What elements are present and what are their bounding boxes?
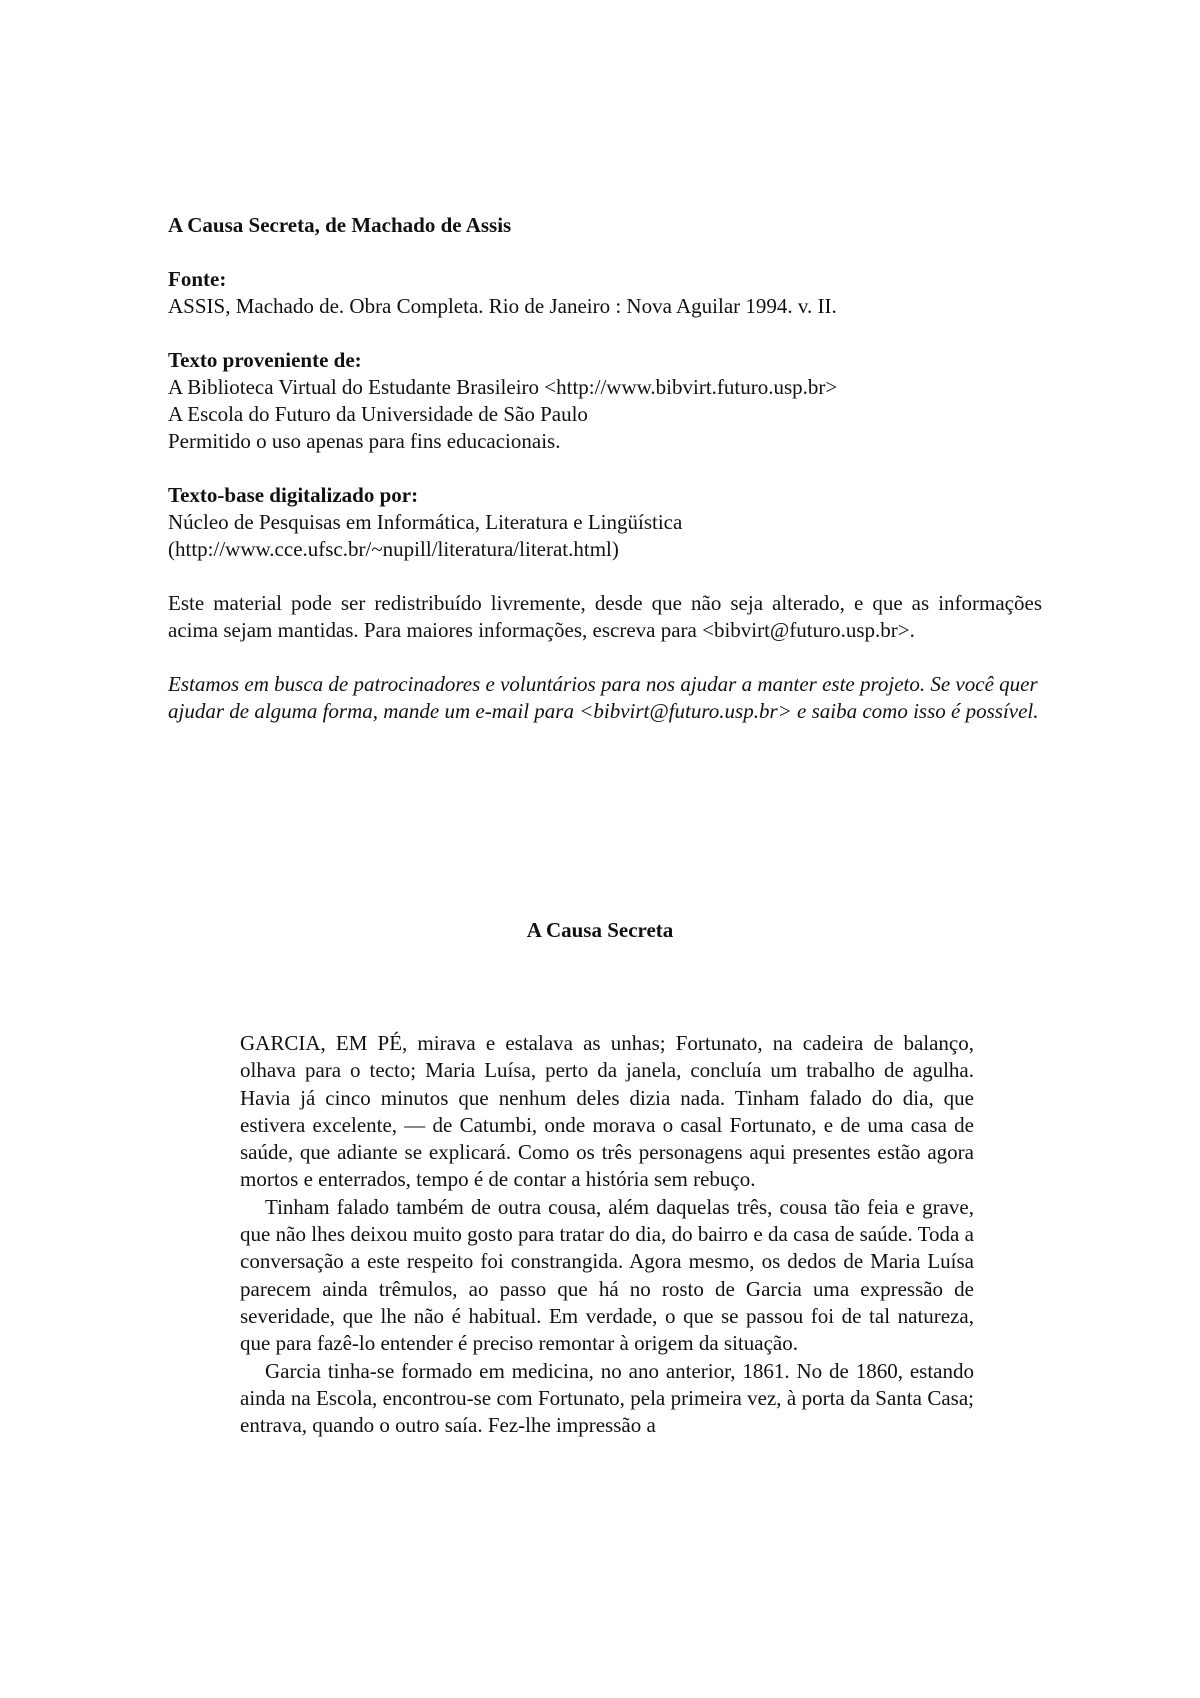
digitized-label: Texto-base digitalizado por: [168,483,419,507]
story-paragraph: Tinham falado também de outra cousa, além daquelas três, cousa tão feia e grave, que não lhes deixou muito gosto para tratar do dia, do bairro e da casa de saúde. Toda a conversação a este respeito foi constrangida. Agora mesmo, os dedos de Maria Luísa parecem ainda trêmulos, ao passo que há no rosto de Garcia uma expressão de severidade, que lhe não é habitual. Em verdade, o que se passou foi de tal natureza, que para fazê-lo entender é preciso remontar à origem da situação. [240,1194,974,1356]
document-title: A Causa Secreta, de Machado de Assis [168,213,512,237]
digitized-line: (http://www.cce.ufsc.br/~nupill/literatura/literat.html) [168,537,619,561]
source-text: ASSIS, Machado de. Obra Completa. Rio de Janeiro : Nova Aguilar 1994. v. II. [168,294,837,318]
source-section [168,266,1042,320]
digitized-section [168,482,1042,563]
origin-line: A Biblioteca Virtual do Estudante Brasileiro <http://www.bibvirt.futuro.usp.br> [168,375,838,399]
origin-line: A Escola do Futuro da Universidade de São Paulo [168,402,588,426]
story-paragraph: GARCIA, EM PÉ, mirava e estalava as unhas; Fortunato, na cadeira de balanço, olhava para o tecto; Maria Luísa, perto da janela, concluía um trabalho de agulha. Havia já cinco minutos que nenhum deles dizia nada. Tinham falado do dia, que estivera excelente, — de Catumbi, onde morava o casal Fortunato, e de uma casa de saúde, que adiante se explicará. Como os três personagens aqui presentes estão agora mortos e enterrados, tempo é de contar a história sem rebuço. [240,1031,974,1192]
front-matter [168,212,1042,725]
origin-section [168,347,1042,455]
digitized-line: Núcleo de Pesquisas em Informática, Literatura e Lingüística [168,510,683,534]
story-title: A Causa Secreta [526,918,674,942]
sponsorship-appeal: Estamos em busca de patrocinadores e voluntários para nos ajudar a manter este projeto. Se você quer ajudar de alguma forma, mande um e-mail para <bibvirt@futuro.usp.br> e saiba como isso é possível. [168,672,1039,723]
license-notice: Este material pode ser redistribuído livremente, desde que não seja alterado, e que as informações acima sejam mantidas. Para maiores informações, escreva para <bibvirt@futuro.usp.br>. [168,591,1042,642]
origin-line: Permitido o uso apenas para fins educacionais. [168,429,561,453]
source-label: Fonte: [168,267,227,291]
origin-label: Texto proveniente de: [168,348,362,372]
story-body [240,1030,974,1439]
story-paragraph: Garcia tinha-se formado em medicina, no ano anterior, 1861. No de 1860, estando ainda na Escola, encontrou-se com Fortunato, pela primeira vez, à porta da Santa Casa; entrava, quando o outro saía. Fez-lhe impressão a [240,1358,974,1438]
